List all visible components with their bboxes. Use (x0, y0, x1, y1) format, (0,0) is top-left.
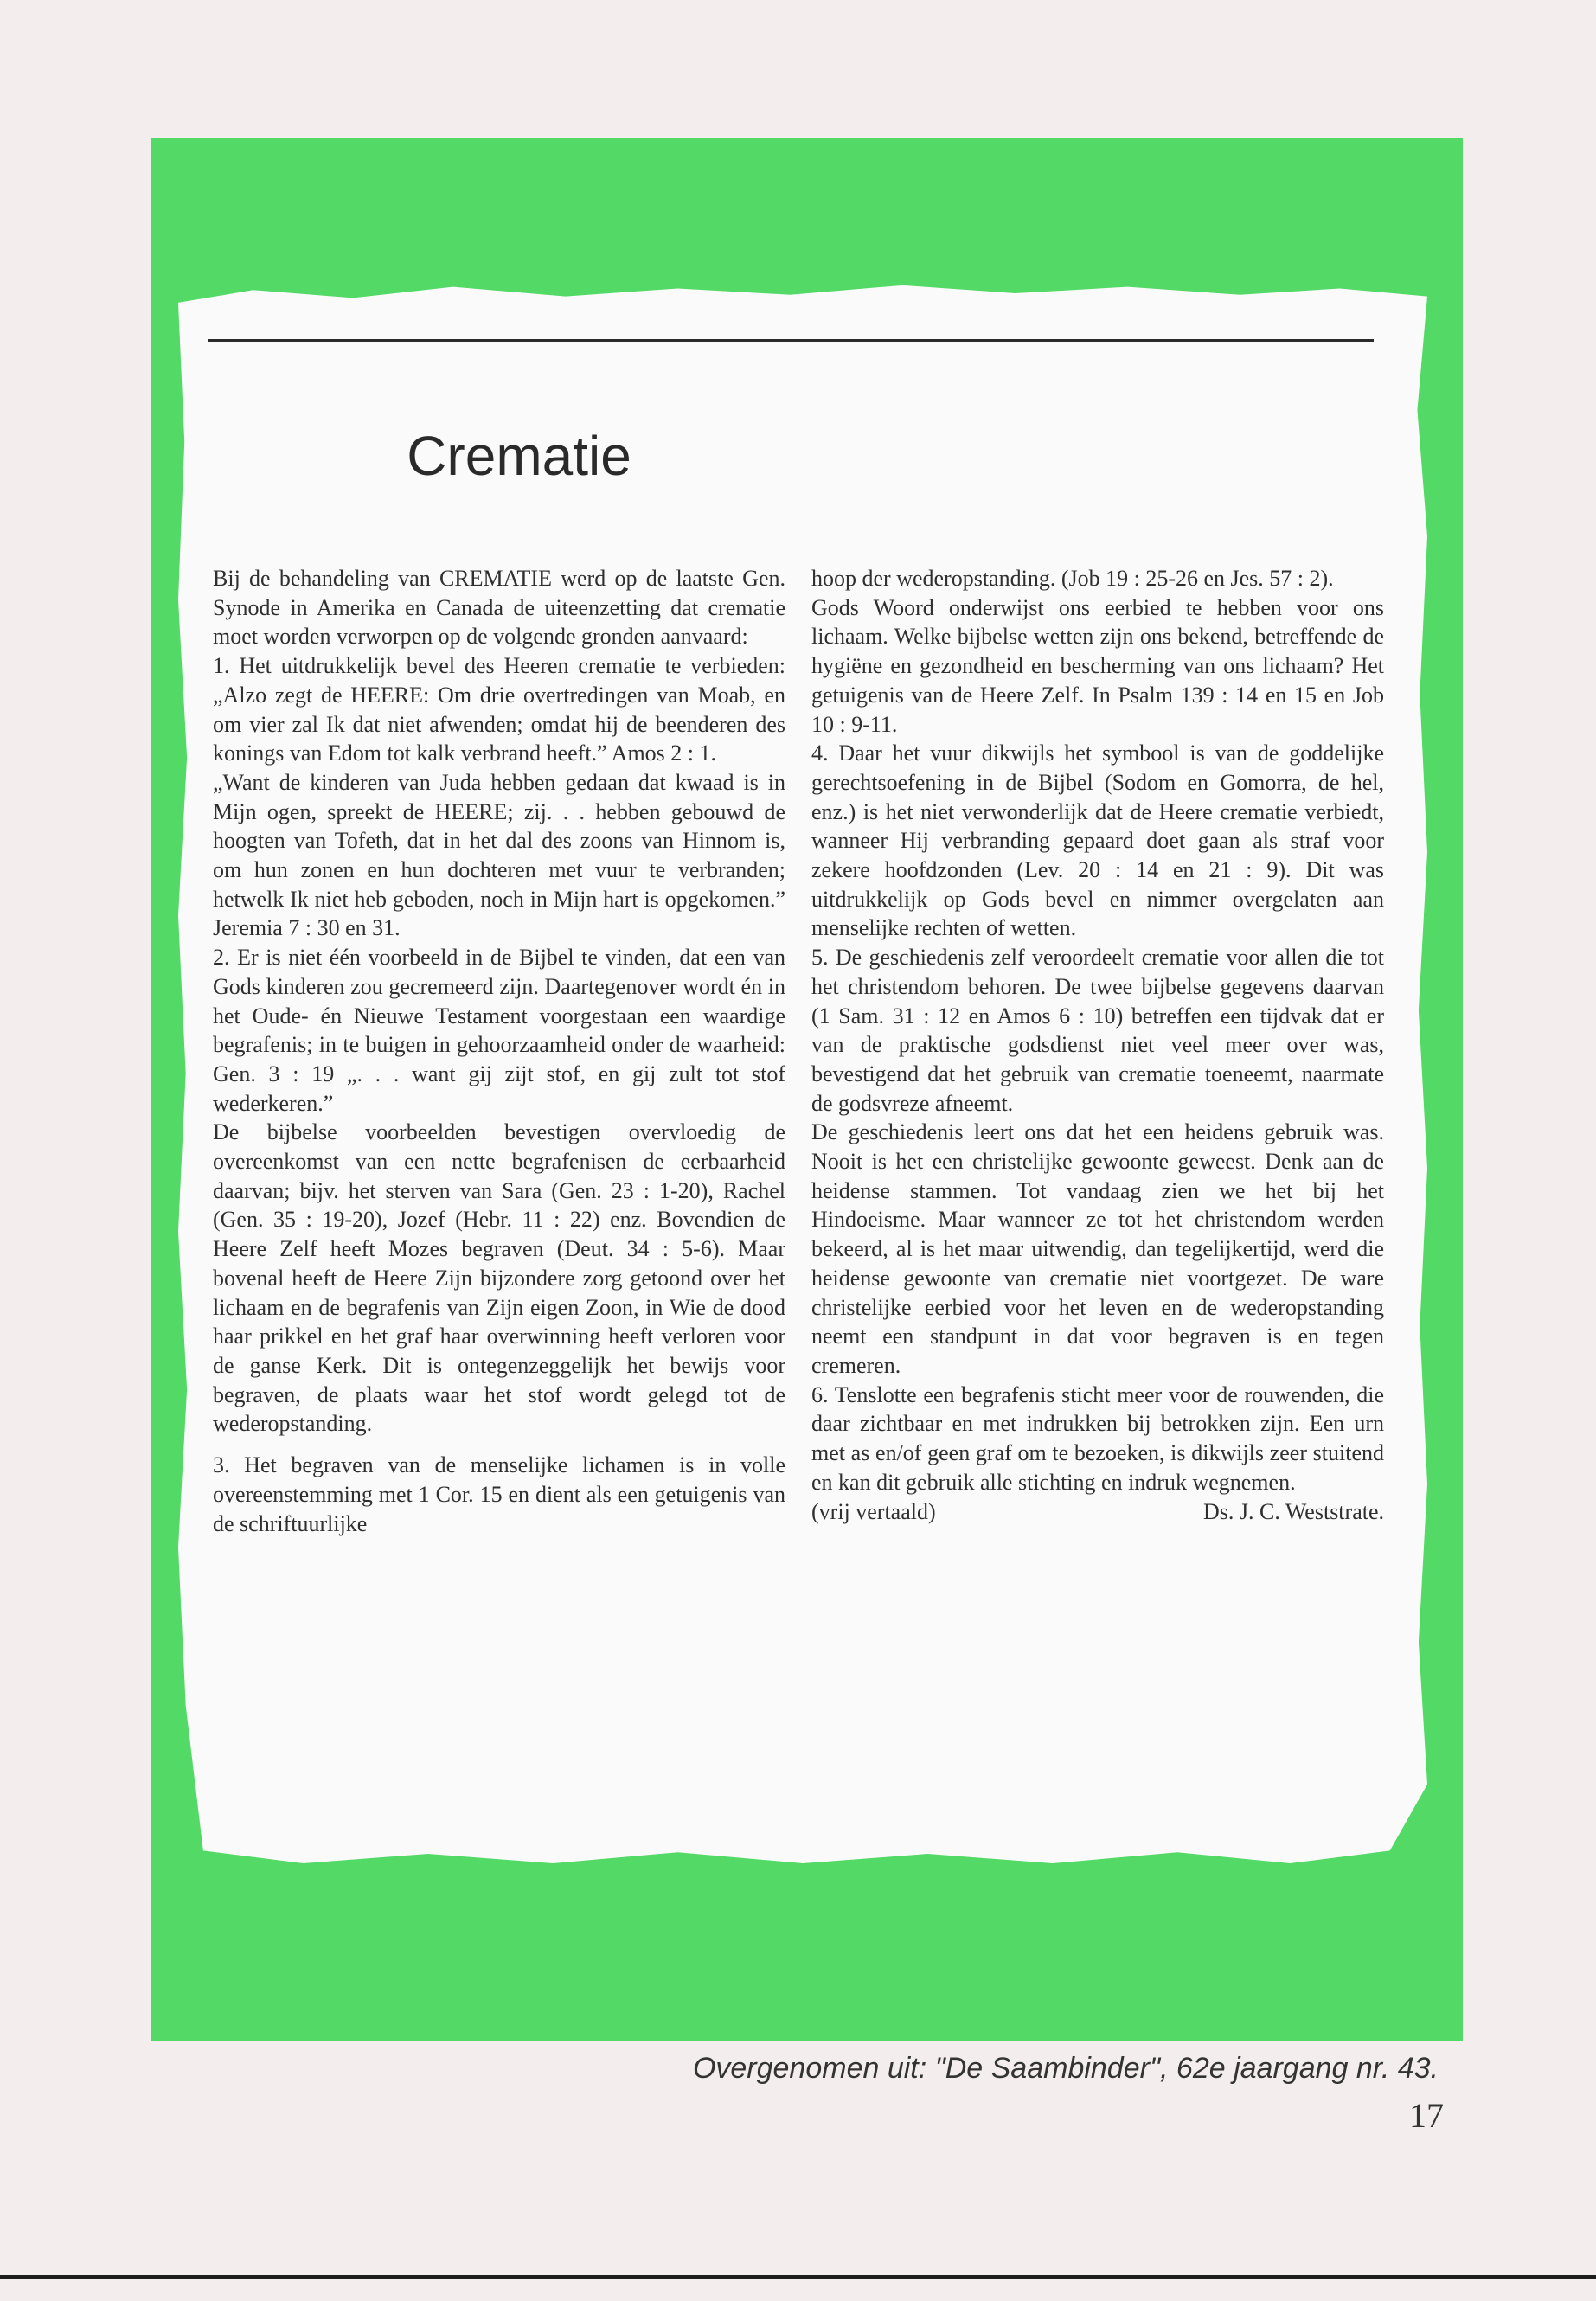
paragraph: Bij de behandeling van CREMATIE werd op de laatste Gen. Synode in Amerika en Canada de uiteenzetting dat crematie moet worden verworpen op de volgende gronden aanvaard: (213, 566, 785, 650)
paragraph: De bijbelse voorbeelden bevestigen overvloedig de overeenkomst van een nette begrafenisen de eerbaarheid daarvan; bijv. het sterven van Sara (Gen. 23 : 1-20), Rachel (Gen. 35 : 19-20), Jozef (Hebr. 11 : 22) enz. Bovendien de Heere Zelf heeft Mozes begraven (Deut. 34 : 5-6). Maar bovenal heeft de Heere Zijn bijzondere zorg getoond over het lichaam en de begrafenis van Zijn eigen Zoon, in Wie de dood haar prikkel en het graf haar overwinning heeft verloren voor de ganse Kerk. Dit is ontegenzeggelijk het bewijs voor begraven, de plaats waar het stof wordt gelegd tot de wederopstanding. (213, 1119, 785, 1437)
paragraph: 2. Er is niet één voorbeeld in de Bijbel te vinden, dat een van Gods kinderen zou gecremeerd zijn. Daartegenover wordt én in het Oude- én Nieuwe Testament voorgestaan een waardige begrafenis; in te buigen in gehoorzaamheid onder de waarheid: Gen. 3 : 19 „. . . want gij zijt stof, en gij zult tot stof wederkeren.” (213, 945, 785, 1116)
paragraph: 6. Tenslotte een begrafenis sticht meer voor de rouwenden, die daar zichtbaar en met indrukken bij betrokken zijn. Een urn met as en/of geen graf om te bezoeken, is dikwijls zeer stuitend en kan dit gebruik alle stichting en indruk wegnemen. (811, 1381, 1384, 1495)
paragraph: Gods Woord onderwijst ons eerbied te hebben voor ons lichaam. Welke bijbelse wetten zijn ons bekend, betreffende de hygiëne en gezondheid en bescherming van ons lichaam? Het getuigenis van de Heere Zelf. In Psalm 139 : 14 en 15 en Job 10 : 9-11. (811, 594, 1384, 737)
paragraph: „Want de kinderen van Juda hebben gedaan dat kwaad is in Mijn ogen, spreekt de HEERE; zij. . . hebben gebouwd de hoogten van Tofeth, dat in het dal des zoons van Hinnom is, om hun zonen en hun dochteren met vuur te verbranden; hetwelk Ik niet heb geboden, noch in Mijn hart is opgekomen.” Jeremia 7 : 30 en 31. (213, 769, 785, 941)
source-credit: Overgenomen uit: "De Saambinder", 62e jaargang nr. 43. (692, 2052, 1439, 2085)
header-rule (208, 339, 1374, 342)
bottom-edge-line (0, 2275, 1596, 2279)
paragraph: 4. Daar het vuur dikwijls het symbool is van de goddelijke gerechtsoefening in de Bijbel (Sodom en Gomorra, de hel, enz.) is het niet verwonderlijk dat de Heere crematie verbiedt, wanneer Hij verbranding gepaard doet gaan als straf voor zekere hoofdzonden (Lev. 20 : 14 en 21 : 9). Dit was uitdrukkelijk op Gods bevel en nimmer overgelaten aan menselijke rechten of wetten. (811, 740, 1384, 941)
translation-note: (vrij vertaald) (811, 1498, 936, 1524)
page-number: 17 (1409, 2096, 1444, 2135)
paragraph: hoop der wederopstanding. (Job 19 : 25-26 en Jes. 57 : 2). (811, 566, 1334, 591)
article-title: Crematie (407, 425, 631, 487)
paragraph: De geschiedenis leert ons dat het een heidens gebruik was. Nooit is het een christelijke gewoonte geweest. Denk aan de heidense stammen. Tot vandaag zien we het bij het Hindoeisme. Maar wanneer ze tot het christendom werden bekeerd, al is het maar uitwendig, dan tegelijkertijd, werd die heidense gewoonte van crematie niet voortgezet. De ware christelijke eerbied voor het leven en de wederopstanding neemt een standpunt in dat voor begraven is en tegen cremeren. (811, 1119, 1384, 1378)
right-column (811, 564, 1384, 1526)
paragraph: 5. De geschiedenis zelf veroordeelt crematie voor allen die tot het christendom behoren. De twee bijbelse gegevens daarvan (1 Sam. 31 : 12 en Amos 6 : 10) betreffen een tijdvak dat er van de praktische godsdienst niet veel meer over was, bevestigend dat het gebruik van crematie toeneemt, naarmate de godsvreze afneemt. (811, 945, 1384, 1116)
paragraph: 3. Het begraven van de menselijke lichamen is in volle overeenstemming met 1 Cor. 15 en dient als een getuigenis van de schriftuurlijke (213, 1452, 785, 1536)
author-signature: Ds. J. C. Weststrate. (1202, 1498, 1384, 1524)
signature-line (811, 1497, 1384, 1527)
left-column (213, 564, 785, 1538)
paragraph: 1. Het uitdrukkelijk bevel des Heeren crematie te verbieden: „Alzo zegt de HEERE: Om drie overtredingen van Moab, en om vier zal Ik dat niet afwenden; omdat hij de beenderen des konings van Edom tot kalk verbrand heeft.” Amos 2 : 1. (213, 653, 785, 766)
